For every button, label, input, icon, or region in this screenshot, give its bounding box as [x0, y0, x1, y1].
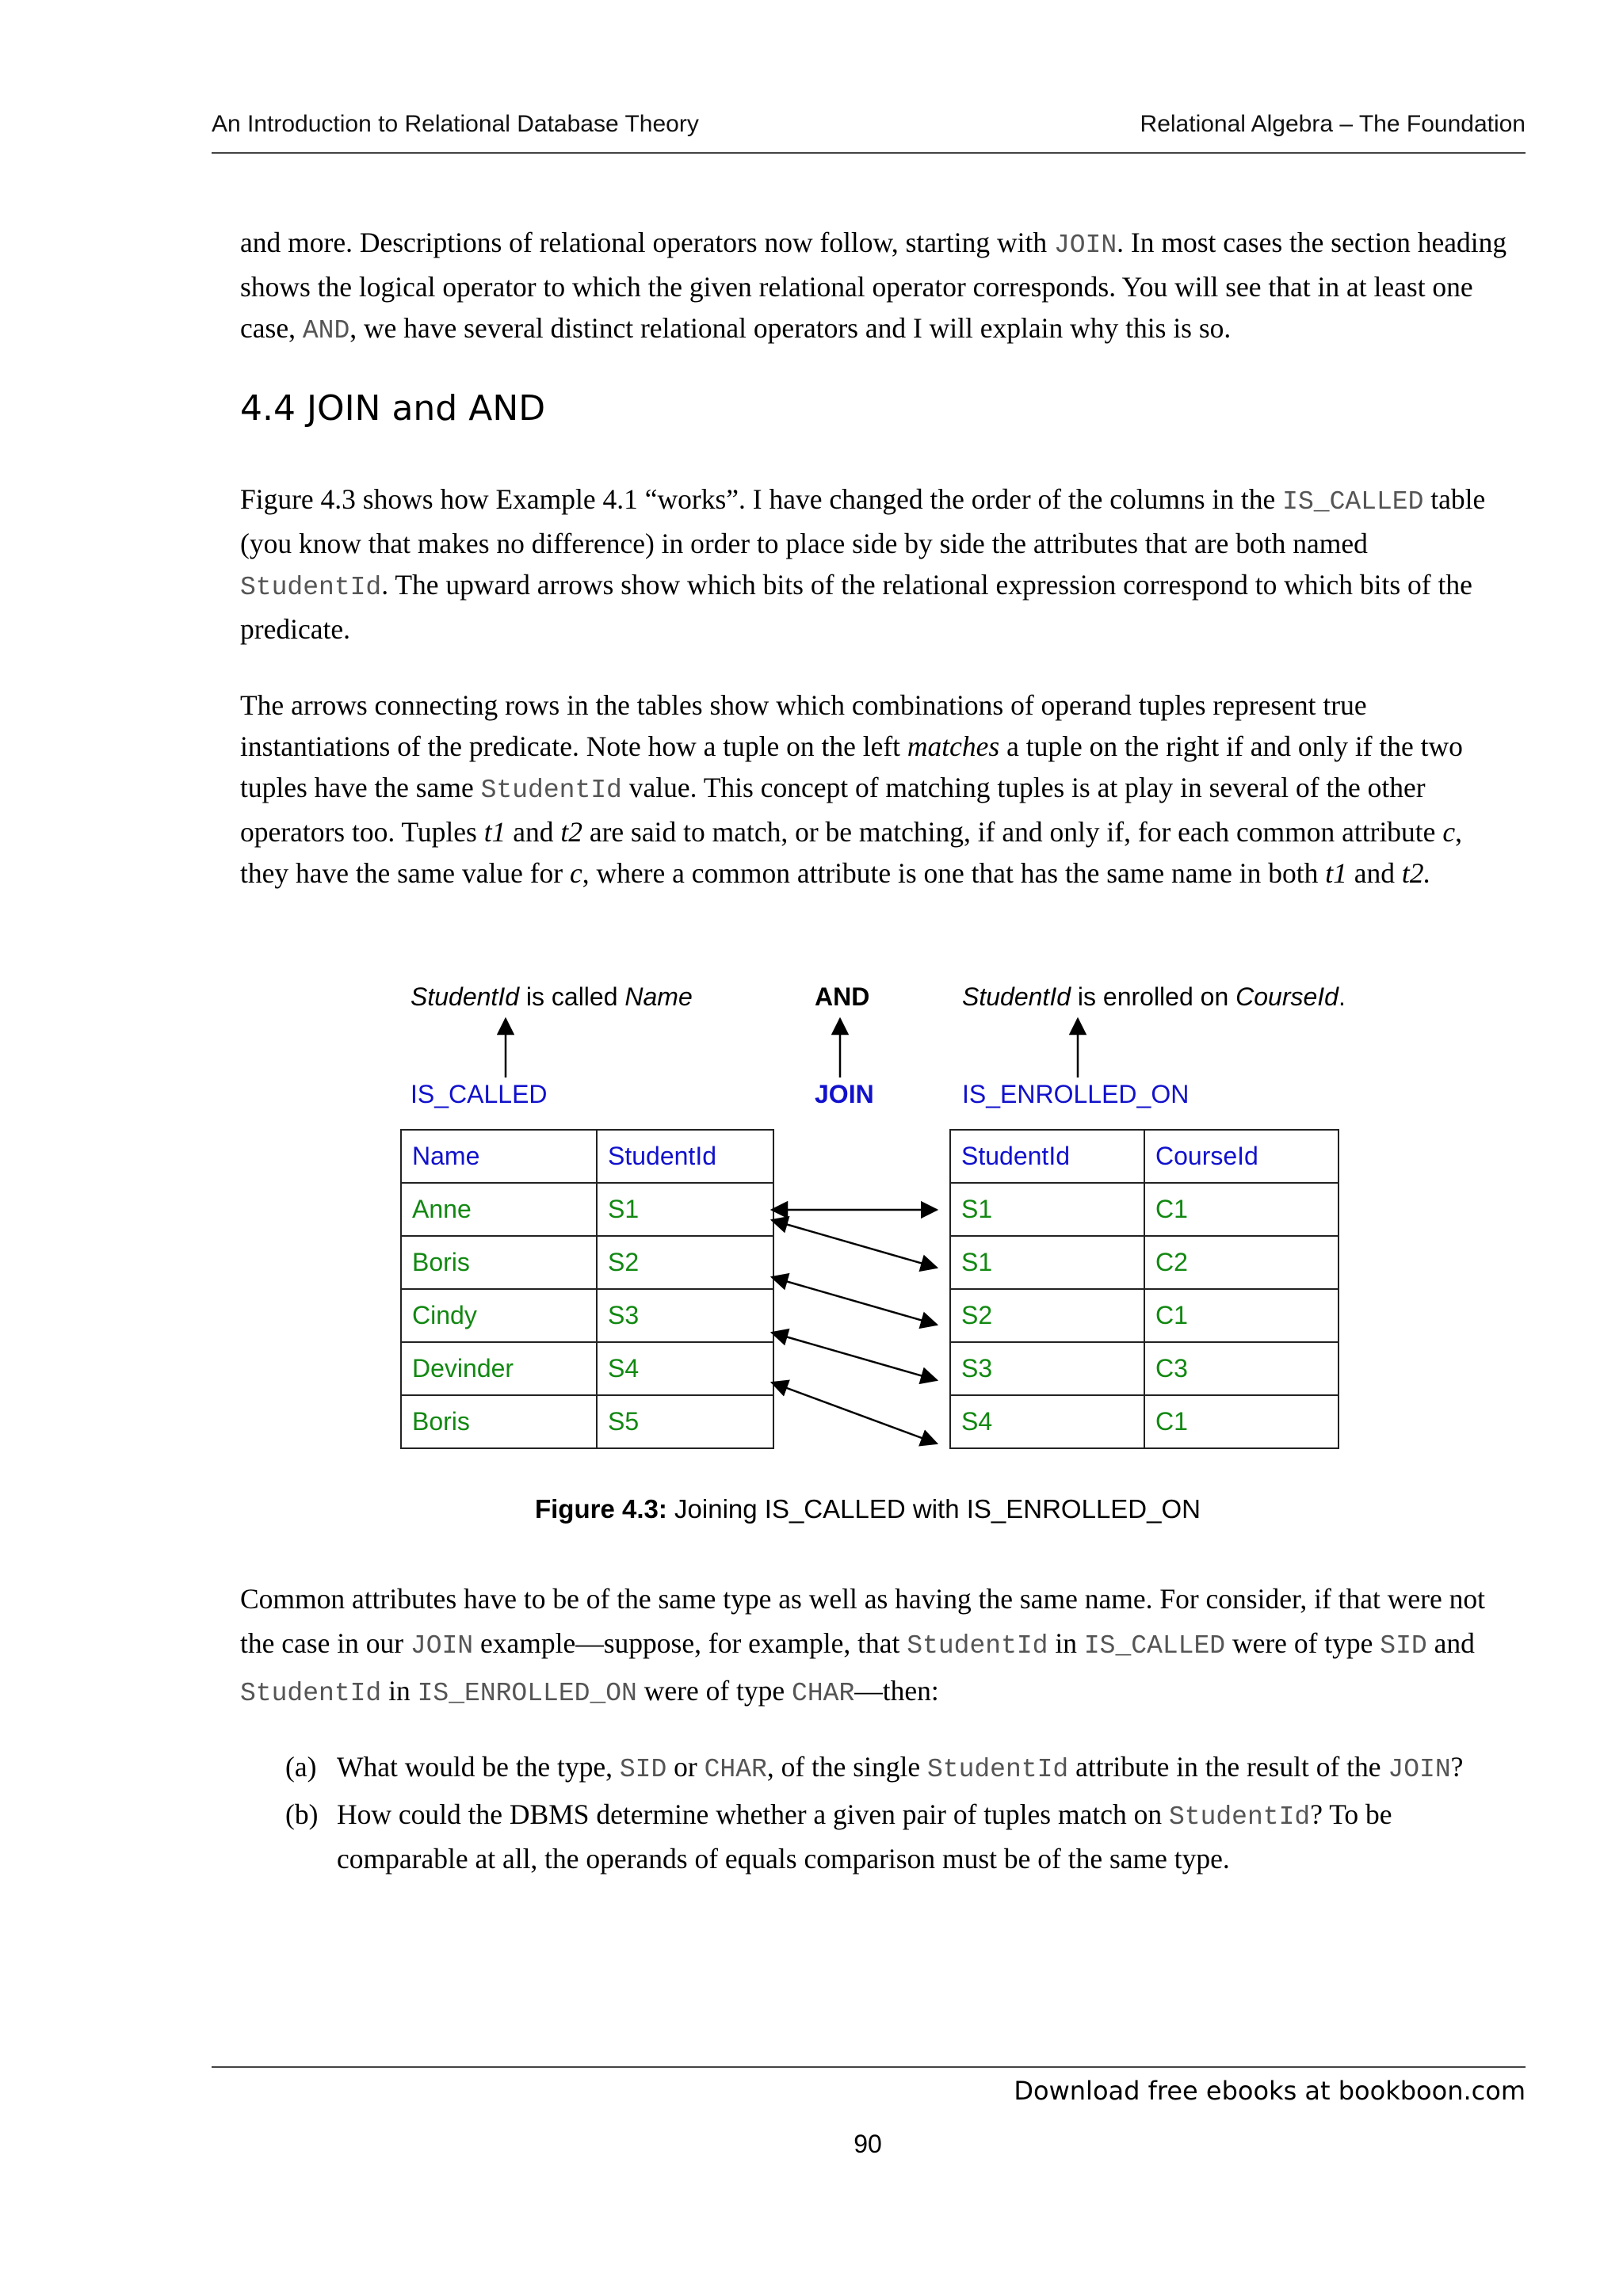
cell: C2 [1144, 1236, 1338, 1289]
cell: Boris [401, 1236, 597, 1289]
cell: S4 [597, 1342, 773, 1395]
operator-join: JOIN [815, 1080, 874, 1108]
cell: S3 [597, 1289, 773, 1342]
figure-caption: Figure 4.3: Joining IS_CALLED with IS_ENROLLED_ON [534, 1494, 1201, 1524]
predicate-and: AND [815, 982, 870, 1011]
predicate-left: StudentId is called Name [411, 982, 693, 1011]
match-arrow [772, 1383, 937, 1444]
header-cell: StudentId [597, 1130, 773, 1183]
figure-arrows [380, 974, 1395, 1529]
cell: C1 [1144, 1183, 1338, 1236]
cell: Devinder [401, 1342, 597, 1395]
cell: S5 [597, 1395, 773, 1448]
cell: Boris [401, 1395, 597, 1448]
predicate-right: StudentId is enrolled on CourseId. [962, 982, 1346, 1011]
operand-is-called: IS_CALLED [411, 1080, 548, 1108]
operand-is-enrolled-on: IS_ENROLLED_ON [962, 1080, 1190, 1108]
cell: C1 [1144, 1289, 1338, 1342]
cell: C1 [1144, 1395, 1338, 1448]
running-header-right: Relational Algebra – The Foundation [1140, 111, 1526, 137]
list-item: (a) What would be the type, SID or CHAR, of the single StudentId attribute in the result of the JOIN? [285, 1746, 1522, 1791]
header-cell: StudentId [950, 1130, 1144, 1183]
header-cell: Name [401, 1130, 597, 1183]
footer-divider [212, 2066, 1526, 2068]
cell: C3 [1144, 1342, 1338, 1395]
cell: S2 [597, 1236, 773, 1289]
cell: S1 [950, 1236, 1144, 1289]
cell: S4 [950, 1395, 1144, 1448]
cell: S1 [597, 1183, 773, 1236]
cell: S1 [950, 1183, 1144, 1236]
page-number: 90 [854, 2130, 882, 2158]
header-cell: CourseId [1144, 1130, 1338, 1183]
section-title: 4.4 JOIN and AND [240, 388, 546, 429]
list-marker: (a) [285, 1751, 317, 1783]
cell: S3 [950, 1342, 1144, 1395]
match-arrow [772, 1333, 937, 1380]
running-header-left: An Introduction to Relational Database Theory [212, 111, 699, 137]
cell: S2 [950, 1289, 1144, 1342]
match-arrow [772, 1220, 937, 1268]
paragraph-common-attributes: Common attributes have to be of the same type as well as having the same name. For consider, if that were not the case in our JOIN example—suppose, for example, that StudentId in IS_CALLED were of type SID and StudentId in IS_ENROLLED_ON were of type CHAR—then: [240, 1583, 1485, 1708]
cell: Anne [401, 1183, 597, 1236]
paragraph-matching-tuples: The arrows connecting rows in the tables show which combinations of operand tuples represent true instantiations of the predicate. Note how a tuple on the left matches a tuple on the right if and only if the two tuples have the same StudentId value. This concept of matching tuples is at play in several of the other operators too. Tuples t1 and t2 are said to match, or be matching, if and only if, for each common attribute c, they have the same value for c, where a common attribute is one that has the same name in both t1 and t2. [240, 689, 1463, 889]
list-item: (b) How could the DBMS determine whether a given pair of tuples match on StudentId? To be comparable at all, the operands of equals comparison must be of the same type. [285, 1794, 1522, 1879]
paragraph-intro: and more. Descriptions of relational operators now follow, starting with JOIN. In most cases the section heading shows the logical operator to which the given relational operator corresponds. You will see that in at least one case, AND, we have several distinct relational operators and I will explain why this is so. [240, 227, 1507, 345]
list-marker: (b) [285, 1798, 319, 1830]
header-divider [212, 152, 1526, 154]
cell: Cindy [401, 1289, 597, 1342]
question-list [285, 1746, 1522, 1879]
figure-4-3 [380, 974, 1395, 1529]
match-arrow [772, 1277, 937, 1325]
paragraph-figure-description: Figure 4.3 shows how Example 4.1 “works”. I have changed the order of the columns in the IS_CALLED table (you know that makes no difference) in order to place side by side the attributes that are both named StudentId. The upward arrows show which bits of the relational expression correspond to which bits of the predicate. [240, 483, 1486, 645]
download-link[interactable]: Download free ebooks at bookboon.com [1014, 2076, 1526, 2106]
